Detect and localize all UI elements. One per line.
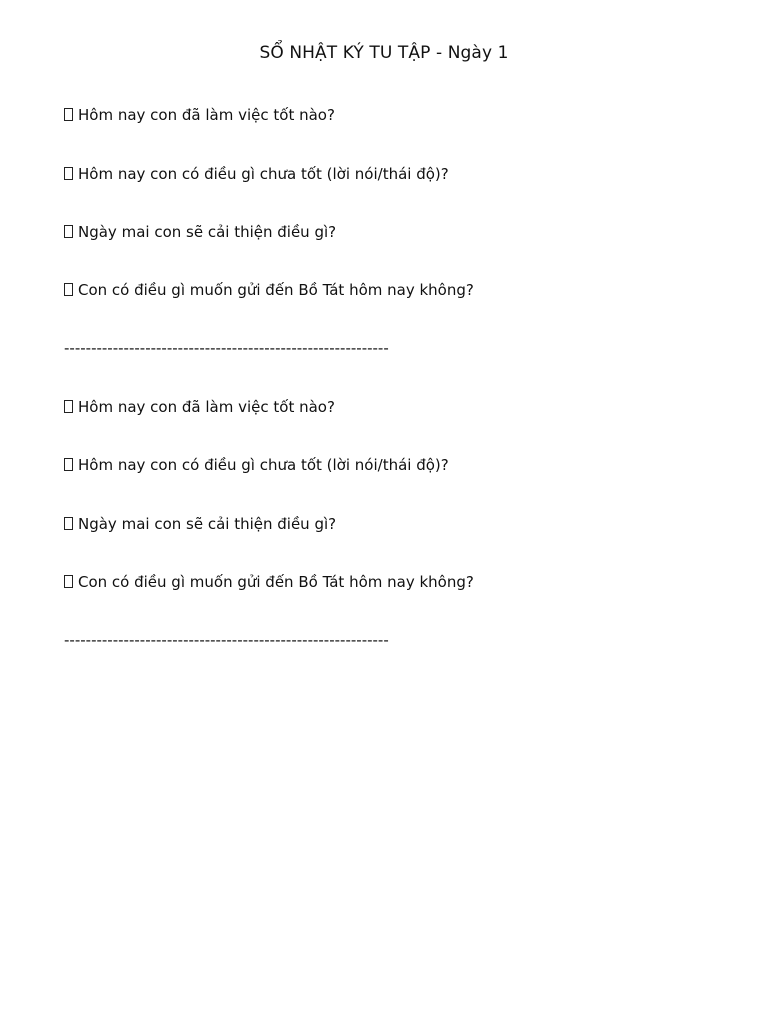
missing-glyph-icon (64, 458, 73, 471)
question-text: Hôm nay con đã làm việc tốt nào? (78, 398, 335, 416)
question-line (64, 165, 449, 184)
missing-glyph-icon (64, 400, 73, 413)
question-line (64, 456, 449, 475)
question-text: Hôm nay con có điều gì chưa tốt (lời nói/thái độ)? (78, 456, 449, 474)
question-line (64, 398, 335, 417)
missing-glyph-icon (64, 517, 73, 530)
question-text: Con có điều gì muốn gửi đến Bồ Tát hôm nay không? (78, 281, 474, 299)
missing-glyph-icon (64, 167, 73, 180)
missing-glyph-icon (64, 225, 73, 238)
question-text: Con có điều gì muốn gửi đến Bồ Tát hôm nay không? (78, 573, 474, 591)
question-text: Hôm nay con đã làm việc tốt nào? (78, 106, 335, 124)
missing-glyph-icon (64, 575, 73, 588)
missing-glyph-icon (64, 108, 73, 121)
question-line (64, 515, 336, 534)
question-text: Ngày mai con sẽ cải thiện điều gì? (78, 515, 337, 533)
section-divider: ------------------------------------------------------------ (64, 339, 389, 357)
question-line (64, 223, 336, 242)
missing-glyph-icon (64, 283, 73, 296)
page-title: SỔ NHẬT KÝ TU TẬP - Ngày 1 (259, 43, 509, 63)
question-line (64, 573, 474, 592)
question-line (64, 281, 474, 300)
question-line (64, 106, 335, 125)
question-text: Hôm nay con có điều gì chưa tốt (lời nói/thái độ)? (78, 165, 449, 183)
question-text: Ngày mai con sẽ cải thiện điều gì? (78, 223, 337, 241)
section-divider: ------------------------------------------------------------ (64, 631, 389, 649)
